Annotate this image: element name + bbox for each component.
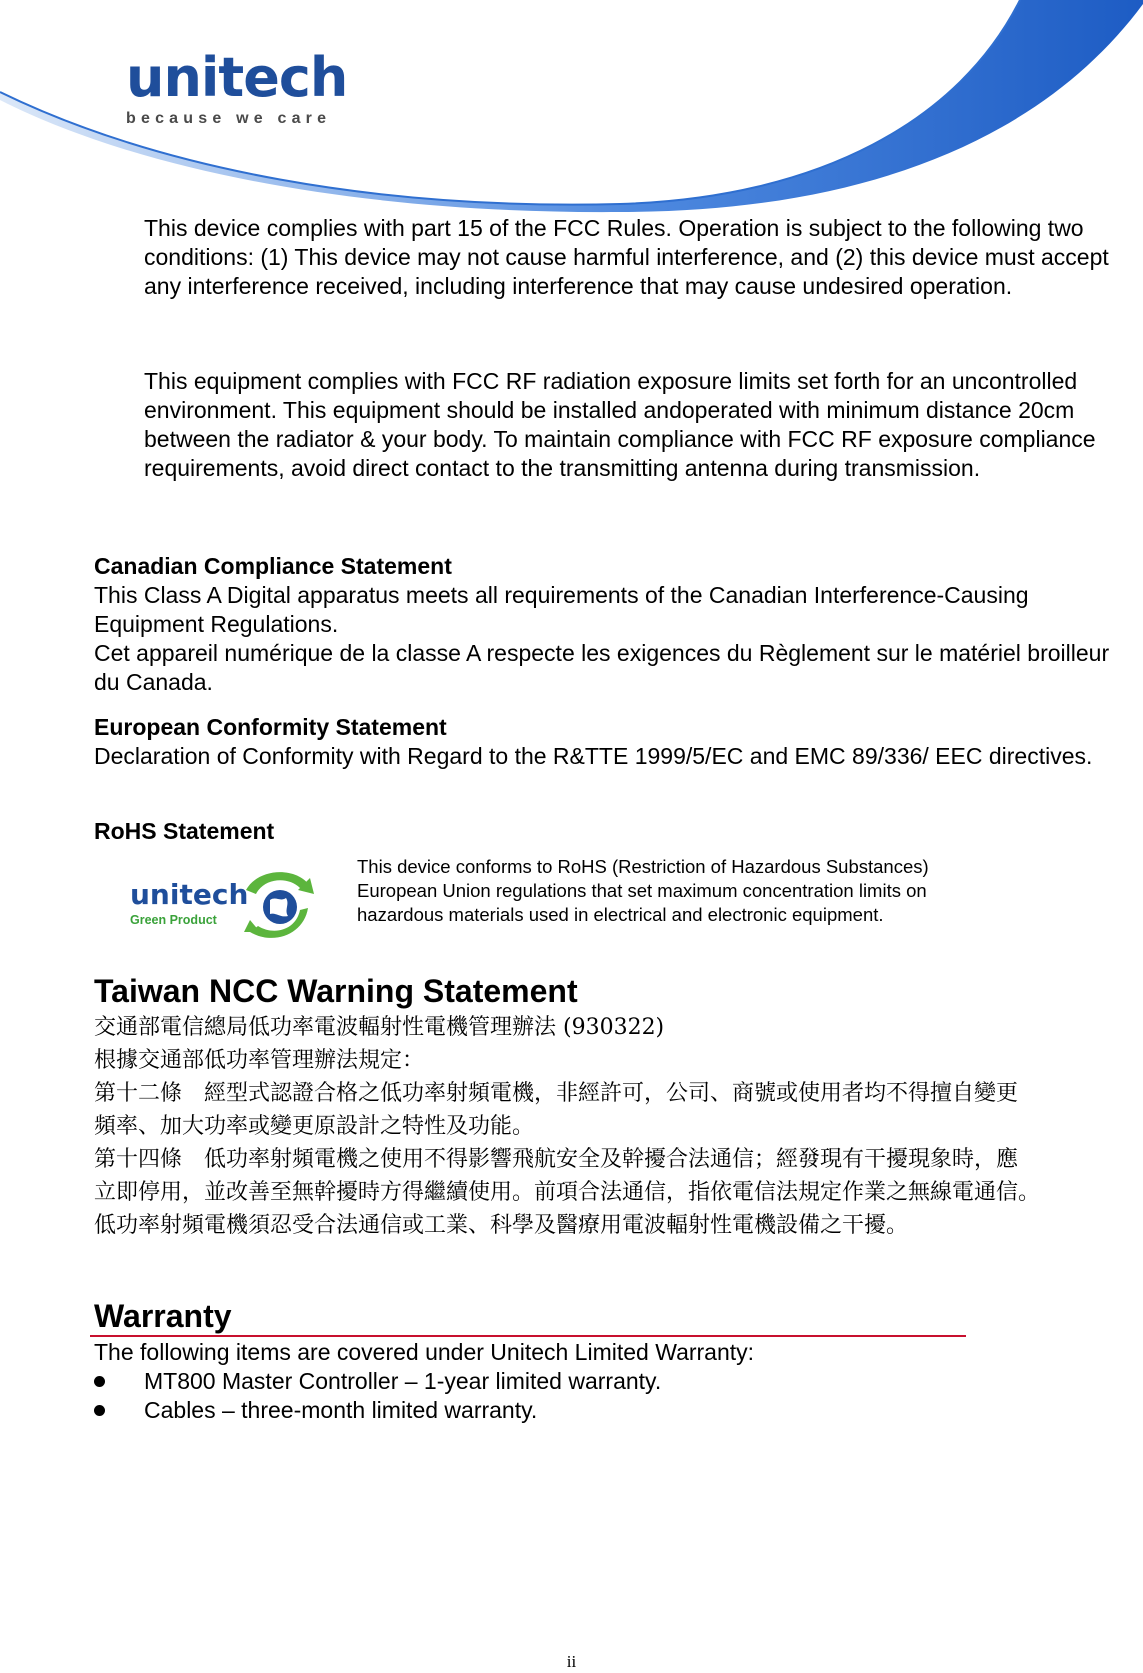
green-product-logo — [128, 860, 314, 950]
warranty-intro: The following items are covered under Unitech Limited Warranty: — [94, 1339, 755, 1365]
fcc-paragraph-2: This equipment complies with FCC RF radiation exposure limits set forth for an uncontrolled environment. This equipment should be installed andoperated with minimum distance 20cm between the radiator & your body. To maintain compliance with FCC RF exposure compliance requirements, avoid direct contact to the transmitting antenna during transmission. — [144, 368, 1096, 481]
ncc-line-3: 第十二條 經型式認證合格之低功率射頻電機，非經許可，公司、商號或使用者均不得擅自變更 — [94, 1081, 1019, 1106]
warranty-item-text: MT800 Master Controller – 1-year limited warranty. — [144, 1368, 662, 1394]
ncc-line-4: 頻率、加大功率或變更原設計之特性及功能。 — [94, 1114, 535, 1139]
ncc-line-1: 交通部電信總局低功率電波輻射性電機管理辦法 (930322) — [94, 1015, 665, 1040]
recycle-globe-icon — [244, 872, 314, 938]
warranty-heading: Warranty — [94, 1298, 232, 1334]
ncc-line-7: 低功率射頻電機須忍受合法通信或工業、科學及醫療用電波輻射性電機設備之干擾。 — [94, 1213, 909, 1238]
warranty-item-text: Cables – three-month limited warranty. — [144, 1397, 538, 1423]
rohs-heading: RoHS Statement — [94, 818, 275, 844]
warranty-divider — [90, 1335, 966, 1337]
rohs-body: This device conforms to RoHS (Restriction of Hazardous Substances) European Union regulations that set maximum concentration limits on hazardous materials used in electrical and electronic equipment. — [357, 856, 929, 925]
ncc-line-5: 第十四條 低功率射頻電機之使用不得影響飛航安全及幹擾合法通信；經發現有干擾現象時，應 — [94, 1147, 1019, 1172]
ncc-heading: Taiwan NCC Warning Statement — [94, 973, 578, 1009]
green-logo-sub: Green Product — [130, 913, 217, 927]
canadian-english: This Class A Digital apparatus meets all requirements of the Canadian Interference-Causing Equipment Regulations. — [94, 582, 1029, 637]
page-number: ii — [566, 1652, 577, 1671]
european-body: Declaration of Conformity with Regard to the R&TTE 1999/5/EC and EMC 89/336/ EEC directives. — [94, 743, 1093, 769]
green-logo-word: unitech — [130, 878, 249, 911]
bullet-icon — [94, 1405, 105, 1416]
logo-tagline: because we care — [126, 110, 332, 127]
ncc-line-6: 立即停用，並改善至無幹擾時方得繼續使用。前項合法通信，指依電信法規定作業之無線電通信。 — [94, 1180, 1041, 1205]
canadian-heading: Canadian Compliance Statement — [94, 553, 452, 579]
unitech-logo — [126, 48, 347, 128]
canadian-french: Cet appareil numérique de la classe A respecte les exigences du Règlement sur le matériel broilleur du Canada. — [94, 640, 1110, 695]
ncc-line-2: 根據交通部低功率管理辦法規定： — [94, 1048, 425, 1073]
fcc-paragraph-1: This device complies with part 15 of the FCC Rules. Operation is subject to the following two conditions: (1) This device may not cause harmful interference, and (2) this device must accept any interference received, including interference that may cause undesired operation. — [144, 215, 1109, 299]
european-heading: European Conformity Statement — [94, 714, 447, 740]
logo-wordmark: unitech — [126, 46, 348, 109]
bullet-icon — [94, 1376, 105, 1387]
